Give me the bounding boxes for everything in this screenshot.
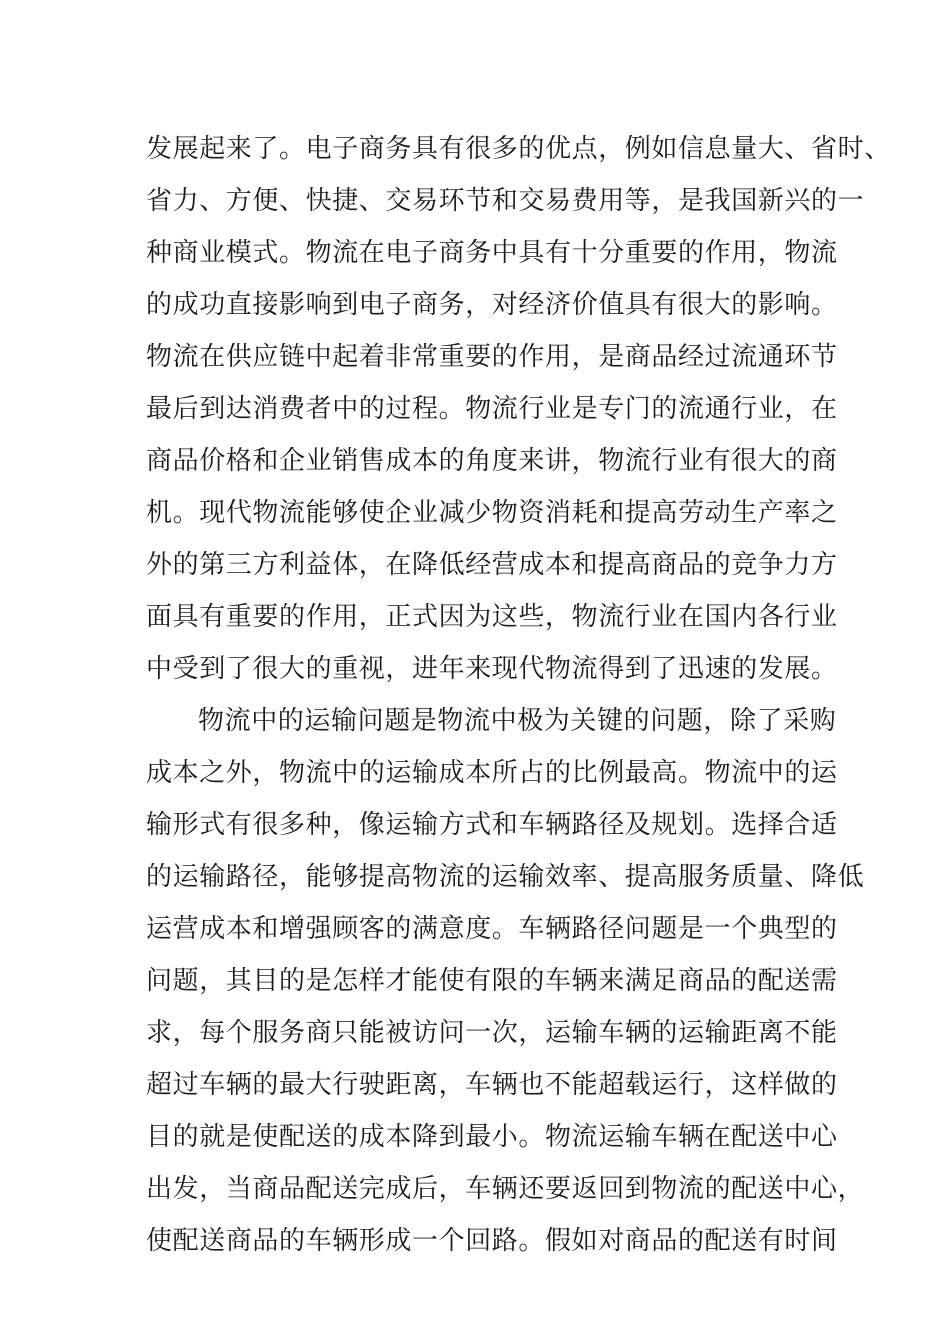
text-line: 发展起来了。电子商务具有很多的优点，例如信息量大、省时、 (146, 134, 891, 164)
text-line: 输形式有很多种，像运输方式和车辆路径及规划。选择合适 (146, 810, 838, 840)
text-line: 面具有重要的作用，正式因为这些，物流行业在国内各行业 (146, 602, 838, 632)
text-line: 出发，当商品配送完成后，车辆还要返回到物流的配送中心， (146, 1174, 865, 1204)
text-line: 物流在供应链中起着非常重要的作用，是商品经过流通环节 (146, 342, 838, 372)
paragraph-2 (146, 695, 865, 1267)
text-line: 的成功直接影响到电子商务，对经济价值具有很大的影响。 (146, 290, 838, 320)
text-line: 目的就是使配送的成本降到最小。物流运输车辆在配送中心 (146, 1122, 838, 1152)
text-line: 的运输路径，能够提高物流的运输效率、提高服务质量、降低 (146, 862, 865, 892)
text-line: 问题，其目的是怎样才能使有限的车辆来满足商品的配送需 (146, 966, 838, 996)
text-line: 使配送商品的车辆形成一个回路。假如对商品的配送有时间 (146, 1226, 838, 1256)
text-line: 机。现代物流能够使企业减少物资消耗和提高劳动生产率之 (146, 498, 838, 528)
body-text (146, 123, 891, 1267)
text-line: 商品价格和企业销售成本的角度来讲，物流行业有很大的商 (146, 446, 838, 476)
text-line: 成本之外，物流中的运输成本所占的比例最高。物流中的运 (146, 758, 838, 788)
text-line: 物流中的运输问题是物流中极为关键的问题，除了采购 (198, 706, 837, 736)
text-line: 求，每个服务商只能被访问一次，运输车辆的运输距离不能 (146, 1018, 838, 1048)
text-line: 外的第三方利益体，在降低经营成本和提高商品的竞争力方 (146, 550, 838, 580)
text-line: 超过车辆的最大行驶距离，车辆也不能超载运行，这样做的 (146, 1070, 838, 1100)
text-line: 省力、方便、快捷、交易环节和交易费用等，是我国新兴的一 (146, 186, 865, 216)
text-line: 中受到了很大的重视，进年来现代物流得到了迅速的发展。 (146, 654, 838, 684)
text-line: 最后到达消费者中的过程。物流行业是专门的流通行业，在 (146, 394, 838, 424)
paragraph-1 (146, 123, 891, 695)
text-line: 种商业模式。物流在电子商务中具有十分重要的作用，物流 (146, 238, 838, 268)
text-line: 运营成本和增强顾客的满意度。车辆路径问题是一个典型的 (146, 914, 838, 944)
